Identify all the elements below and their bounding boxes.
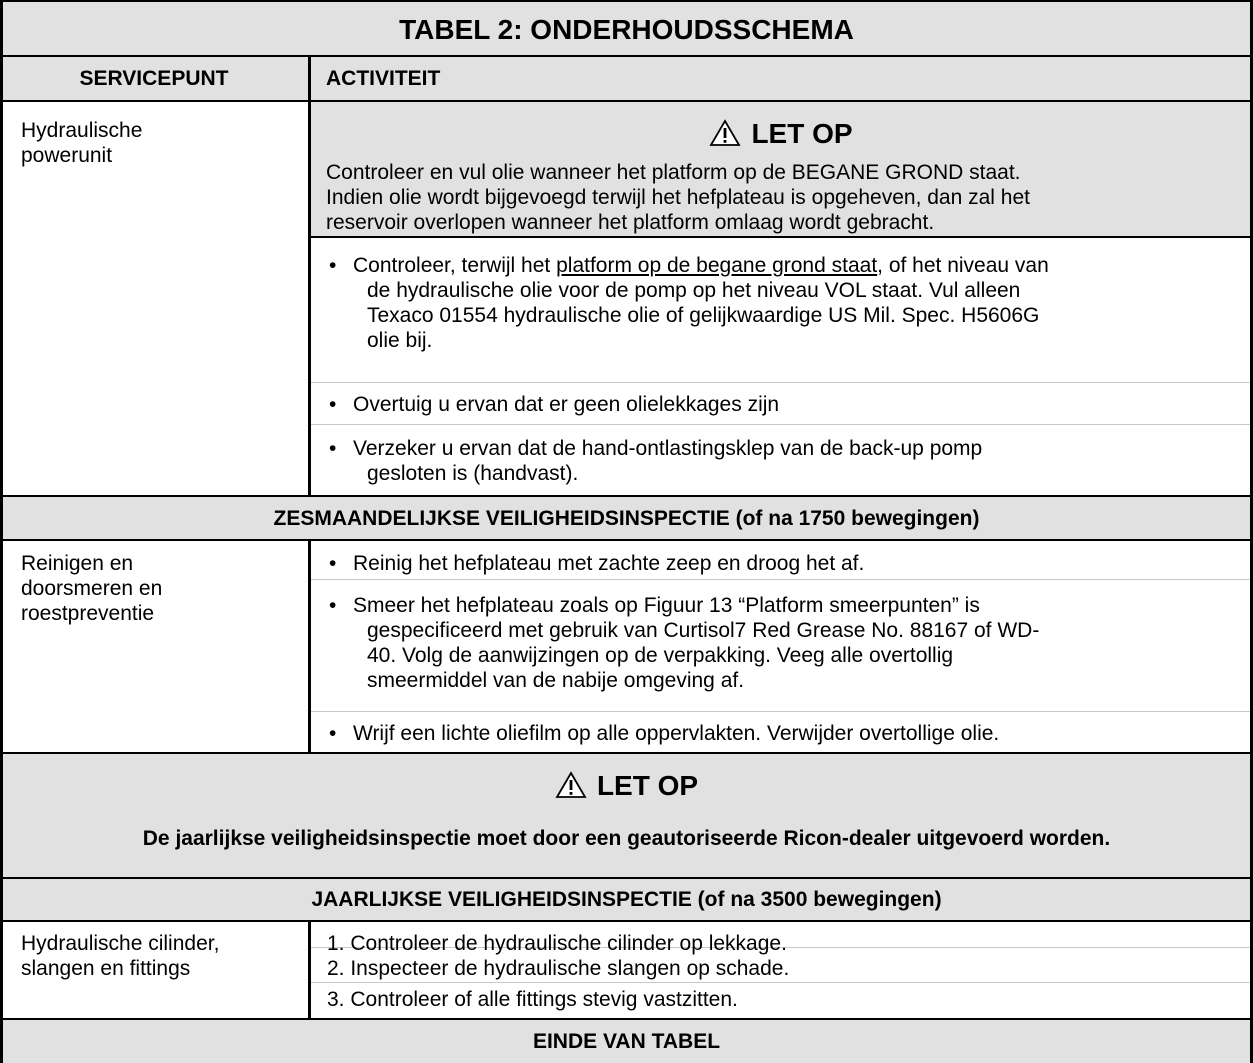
list-item-text: Smeer het hefplateau zoals op Figuur 13 “Platform smeerpunten” is [353,594,980,617]
service-point-label: Hydraulische [21,119,143,142]
row-separator [309,711,1253,712]
list-item-text: 3. Controleer of alle fittings stevig vastzitten. [327,988,738,1011]
bullet-dot: • [329,594,337,617]
bullet-dot: • [329,437,337,460]
caution-title: LET OP [596,770,699,801]
section-title-annual: JAARLIJKSE VEILIGHEIDSINSPECTIE (of na 3500 bewegingen) [311,888,942,911]
caution-text: Indien olie wordt bijgevoegd terwijl het hefplateau is opgeheven, dan zal het [326,186,1030,209]
end-of-table-label: EINDE VAN TABEL [532,1030,721,1053]
divider [0,1018,1253,1020]
list-item-text: Wrijf een lichte oliefilm op alle oppervlakten. Verwijder overtollige olie. [353,722,1000,745]
service-point-label: powerunit [21,144,113,167]
bullet-dot: • [329,722,337,745]
service-point-label: doorsmeren en [21,577,163,600]
list-item-text: 2. Inspecteer de hydraulische slangen op schade. [327,957,790,980]
list-item-text: olie bij. [367,329,433,352]
service-point-label: roestpreventie [21,602,155,625]
list-item-text: gespecificeerd met gebruik van Curtisol7 Red Grease No. 88167 of WD- [367,619,1040,642]
border-top [0,0,1253,2]
column-header-activity: ACTIVITEIT [326,67,441,90]
divider [0,877,1253,879]
service-point-label: Reinigen en [21,552,134,575]
column-header-service-point: SERVICEPUNT [79,67,229,90]
list-item-text: Reinig het hefplateau met zachte zeep en droog het af. [353,552,865,575]
divider [0,539,1253,541]
caution-text: De jaarlijkse veiligheidsinspectie moet door een geautoriseerde Ricon-dealer uitgevoerd worden. [142,827,1111,850]
divider [0,920,1253,922]
list-item-text: 40. Volg de aanwijzingen op de verpakking. Veeg alle overtollig [367,644,954,667]
service-point-label: Hydraulische cilinder, [21,932,220,955]
divider [0,100,1253,102]
caution-text: reservoir overlopen wanneer het platform omlaag wordt gebracht. [326,211,935,234]
warning-icon [709,119,741,147]
section-title-semiannual: ZESMAANDELIJKSE VEILIGHEIDSINSPECTIE (of na 1750 bewegingen) [273,507,980,530]
caution-heading [0,770,1253,802]
column-divider [308,921,311,1019]
bullet-dot: • [329,393,337,416]
list-item-text: Texaco 01554 hydraulische olie of gelijkwaardige US Mil. Spec. H5606G [367,304,1040,327]
list-item-text: 1. Controleer de hydraulische cilinder op lekkage. [327,932,787,955]
list-item-text: gesloten is (handvast). [367,462,579,485]
list-item-text: Verzeker u ervan dat de hand-ontlastingsklep van de back-up pomp [353,437,983,460]
divider [0,55,1253,57]
list-item-text: de hydraulische olie voor de pomp op het niveau VOL staat. Vul alleen [367,279,1021,302]
row-separator [309,982,1253,983]
divider [309,236,1253,238]
table-title: TABEL 2: ONDERHOUDSSCHEMA [399,14,854,45]
caution-heading [309,118,1253,150]
divider [0,752,1253,754]
list-item-text: Overtuig u ervan dat er geen olielekkages zijn [353,393,780,416]
divider [0,495,1253,497]
bullet-dot: • [329,552,337,575]
bullet-dot: • [329,254,337,277]
row-separator [309,579,1253,580]
list-item-text: smeermiddel van de nabije omgeving af. [367,669,745,692]
row-separator [309,382,1253,383]
service-point-label: slangen en fittings [21,957,191,980]
list-item: Controleer, terwijl het platform op de begane grond staat, of het niveau van [353,254,1049,277]
row-separator [309,424,1253,425]
caution-title: LET OP [751,118,853,149]
caution-text: Controleer en vul olie wanneer het platform op de BEGANE GROND staat. [326,161,1021,184]
column-divider [308,540,311,753]
warning-icon [555,771,587,799]
